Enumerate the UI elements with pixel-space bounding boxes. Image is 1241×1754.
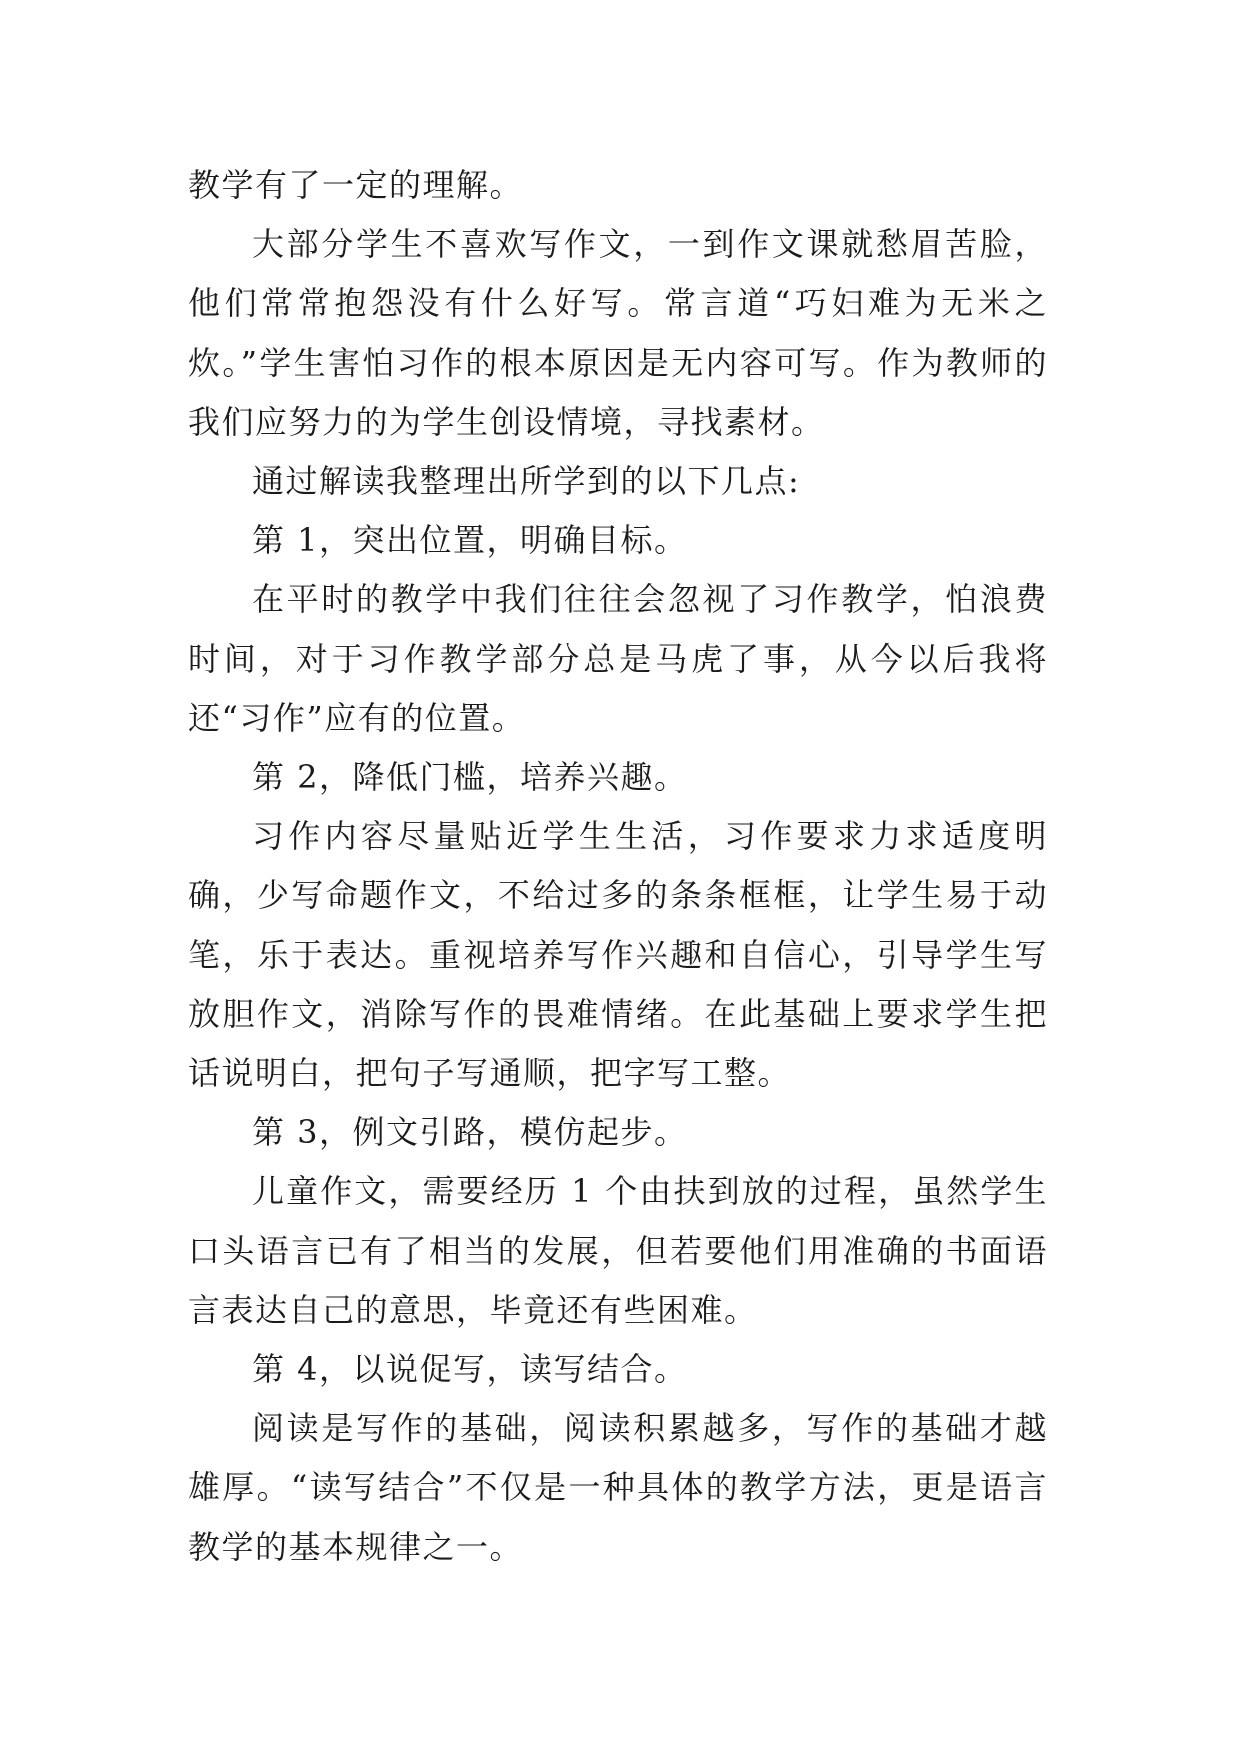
document-body	[188, 156, 1048, 1577]
paragraph-point-3: 儿童作文，需要经历 1 个由扶到放的过程，虽然学生口头语言已有了相当的发展，但若要他们用准确的书面语言表达自己的意思，毕竟还有些困难。	[188, 1172, 1048, 1329]
paragraph-students-dislike-writing: 大部分学生不喜欢写作文，一到作文课就愁眉苦脸，他们常常抱怨没有什么好写。常言道“巧妇难为无米之炊。”学生害怕习作的根本原因是无内容可写。作为教师的我们应努力的为学生创设情境，寻找素材。	[188, 225, 1048, 441]
paragraph-point-2: 习作内容尽量贴近学生生活，习作要求力求适度明确，少写命题作文，不给过多的条条框框，让学生易于动笔，乐于表达。重视培养写作兴趣和自信心，引导学生写放胆作文，消除写作的畏难情绪。在此基础上要求学生把话说明白，把句子写通顺，把字写工整。	[188, 817, 1048, 1093]
paragraph-summary-intro: 通过解读我整理出所学到的以下几点:	[252, 462, 801, 501]
paragraph-point-4: 阅读是写作的基础，阅读积累越多，写作的基础才越雄厚。“读写结合”不仅是一种具体的教学方法，更是语言教学的基本规律之一。	[188, 1409, 1048, 1566]
point-heading-4: 第 4，以说促写，读写结合。	[252, 1350, 688, 1389]
point-heading-2: 第 2，降低门槛，培养兴趣。	[252, 758, 688, 797]
point-heading-1: 第 1，突出位置，明确目标。	[252, 521, 688, 560]
paragraph-point-1: 在平时的教学中我们往往会忽视了习作教学，怕浪费时间，对于习作教学部分总是马虎了事，从今以后我将还“习作”应有的位置。	[188, 580, 1048, 737]
paragraph-continuation: 教学有了一定的理解。	[188, 166, 524, 204]
point-heading-3: 第 3，例文引路，模仿起步。	[252, 1113, 688, 1152]
